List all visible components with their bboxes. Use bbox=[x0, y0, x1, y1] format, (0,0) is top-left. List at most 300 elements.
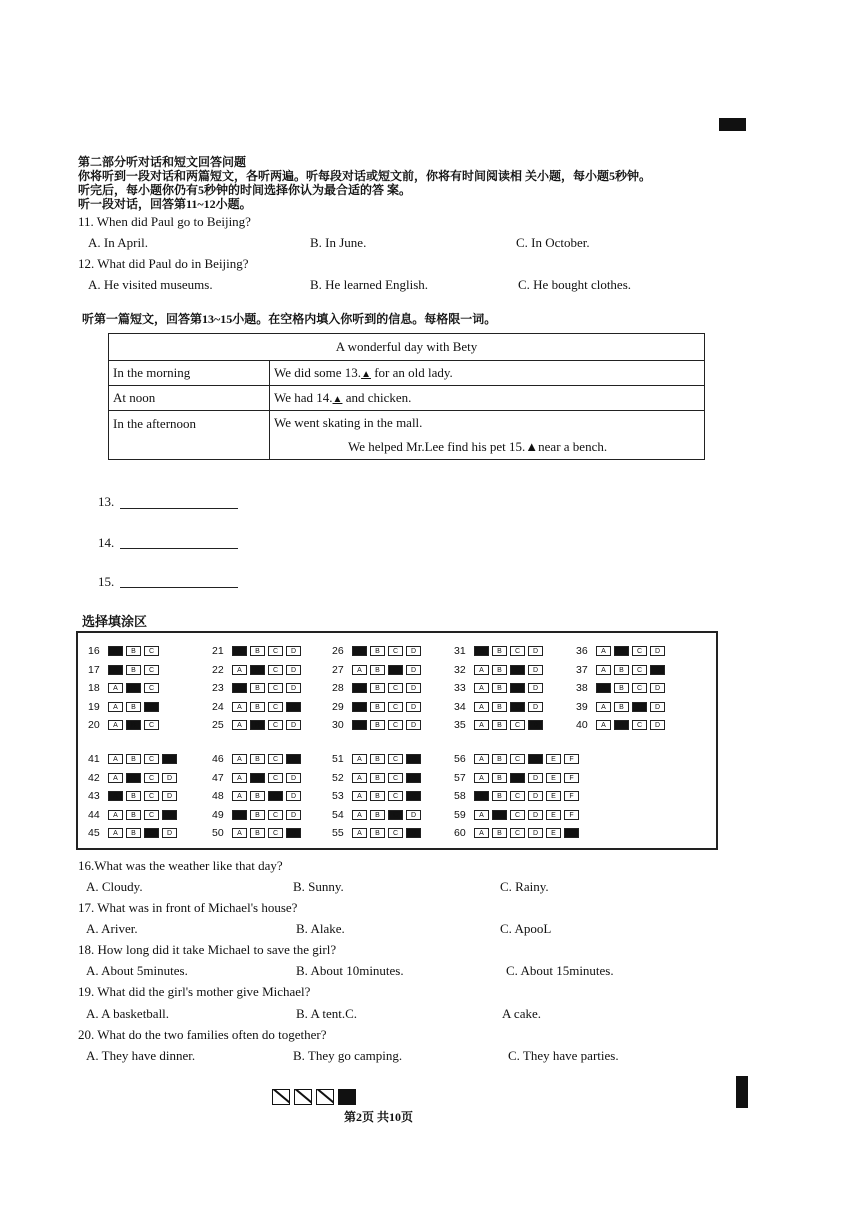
bubble-question-number: 24 bbox=[212, 700, 224, 713]
row1-blank-marker: ▲ bbox=[361, 369, 371, 380]
bubble-53-c[interactable]: C bbox=[388, 791, 403, 801]
row3-line1: We went skating in the mall. bbox=[274, 415, 423, 430]
bubble-42-a[interactable]: A bbox=[108, 773, 123, 783]
bubble-44-c[interactable]: C bbox=[144, 810, 159, 820]
bubble-question-number: 44 bbox=[88, 808, 100, 821]
bubble-question-number: 42 bbox=[88, 771, 100, 784]
table-title: A wonderful day with Bety bbox=[109, 334, 705, 361]
bubble-48-b[interactable]: B bbox=[250, 791, 265, 801]
q12-option-c: C. He bought clothes. bbox=[518, 277, 632, 292]
bubble-28-d[interactable]: D bbox=[406, 683, 421, 693]
instructions-line1: 你将听到一段对话和两篇短文，各听两遍。听每段对话或短文前，你将有时间阅读相 关小题，每小题5秒钟。 bbox=[78, 169, 652, 183]
q19-option-b: B. A tent.C. bbox=[296, 1006, 358, 1021]
bubble-37-b[interactable]: B bbox=[614, 665, 629, 675]
bubble-47-b[interactable]: B bbox=[250, 773, 265, 783]
bubble-row-56 bbox=[454, 753, 582, 765]
bubble-47-c[interactable]: C bbox=[268, 773, 283, 783]
question-18: 18. How long did it take Michael to save the girl? bbox=[78, 942, 337, 957]
bubble-31-b[interactable]: B bbox=[492, 646, 507, 656]
bubble-50-c[interactable]: C bbox=[268, 828, 283, 838]
bubble-33-d[interactable]: D bbox=[528, 683, 543, 693]
bubble-33-a[interactable]: A bbox=[474, 683, 489, 693]
bubble-question-number: 36 bbox=[576, 645, 588, 657]
bubble-38-a[interactable]: A bbox=[596, 683, 611, 693]
bubble-question-number: 31 bbox=[454, 645, 466, 657]
bubble-42-b[interactable]: B bbox=[126, 773, 141, 783]
bubble-30-a[interactable]: A bbox=[352, 720, 367, 730]
question-11: 11. When did Paul go to Beijing? bbox=[78, 214, 251, 229]
bubble-46-b[interactable]: B bbox=[250, 754, 265, 764]
table-cell-time: In the afternoon bbox=[109, 411, 270, 460]
bubble-57-e[interactable]: E bbox=[546, 773, 561, 783]
bubble-36-b[interactable]: B bbox=[614, 646, 629, 656]
bubble-21-d[interactable]: D bbox=[286, 646, 301, 656]
bubble-29-a[interactable]: A bbox=[352, 702, 367, 712]
bubble-row-29 bbox=[332, 701, 424, 713]
bubble-60-e[interactable]: E bbox=[546, 828, 561, 838]
bubble-59-e[interactable]: E bbox=[546, 810, 561, 820]
q16-option-b: B. Sunny. bbox=[293, 879, 344, 894]
bubble-32-d[interactable]: D bbox=[528, 665, 543, 675]
bubble-question-number: 55 bbox=[332, 827, 344, 839]
bubble-30-d[interactable]: D bbox=[406, 720, 421, 730]
bubble-row-51 bbox=[332, 753, 424, 765]
bubble-36-c[interactable]: C bbox=[632, 646, 647, 656]
bubble-question-number: 58 bbox=[454, 790, 466, 802]
bubble-24-d[interactable]: D bbox=[286, 702, 301, 712]
bubble-row-44 bbox=[88, 809, 180, 821]
bubble-60-d[interactable]: D bbox=[528, 828, 543, 838]
bubble-46-c[interactable]: C bbox=[268, 754, 283, 764]
q18-option-c: C. About 15minutes. bbox=[506, 963, 614, 978]
bubble-46-d[interactable]: D bbox=[286, 754, 301, 764]
bubble-row-34 bbox=[454, 701, 546, 713]
q19-option-a: A. A basketball. bbox=[86, 1006, 170, 1021]
bubble-48-d[interactable]: D bbox=[286, 791, 301, 801]
bubble-57-a[interactable]: A bbox=[474, 773, 489, 783]
section-heading: 第二部分听对话和短文回答问题 bbox=[78, 155, 247, 169]
bubble-29-c[interactable]: C bbox=[388, 702, 403, 712]
bubble-row-31 bbox=[454, 645, 546, 657]
bubble-30-b[interactable]: B bbox=[370, 720, 385, 730]
bubble-question-number: 49 bbox=[212, 808, 224, 821]
bubble-58-b[interactable]: B bbox=[492, 791, 507, 801]
q17-option-a: A. Ariver. bbox=[86, 921, 138, 936]
bubble-27-c[interactable]: C bbox=[388, 665, 403, 675]
bubble-55-d[interactable]: D bbox=[406, 828, 421, 838]
question-12: 12. What did Paul do in Beijing? bbox=[78, 256, 249, 271]
bubble-row-26 bbox=[332, 645, 424, 657]
bubble-40-d[interactable]: D bbox=[650, 720, 665, 730]
bubble-20-c[interactable]: C bbox=[144, 720, 159, 730]
bubble-27-b[interactable]: B bbox=[370, 665, 385, 675]
bubble-23-b[interactable]: B bbox=[250, 683, 265, 693]
bubble-34-c[interactable]: C bbox=[510, 702, 525, 712]
bubble-52-c[interactable]: C bbox=[388, 773, 403, 783]
bubble-34-b[interactable]: B bbox=[492, 702, 507, 712]
bubble-21-c[interactable]: C bbox=[268, 646, 283, 656]
bubble-question-number: 56 bbox=[454, 753, 466, 765]
bubble-47-a[interactable]: A bbox=[232, 773, 247, 783]
bubble-row-55 bbox=[332, 827, 424, 839]
bubble-38-c[interactable]: C bbox=[632, 683, 647, 693]
bubble-row-42 bbox=[88, 772, 180, 784]
bubble-59-d[interactable]: D bbox=[528, 810, 543, 820]
bubble-49-d[interactable]: D bbox=[286, 810, 301, 820]
bubble-38-b[interactable]: B bbox=[614, 683, 629, 693]
bubble-28-c[interactable]: C bbox=[388, 683, 403, 693]
q18-option-a: A. About 5minutes. bbox=[86, 963, 188, 978]
bubble-51-b[interactable]: B bbox=[370, 754, 385, 764]
bubble-50-b[interactable]: B bbox=[250, 828, 265, 838]
bubble-39-b[interactable]: B bbox=[614, 702, 629, 712]
bubble-19-c[interactable]: C bbox=[144, 702, 159, 712]
bubble-53-a[interactable]: A bbox=[352, 791, 367, 801]
blank-13-line[interactable] bbox=[120, 508, 238, 509]
bubble-16-c[interactable]: C bbox=[144, 646, 159, 656]
bubble-35-d[interactable]: D bbox=[528, 720, 543, 730]
bubble-51-a[interactable]: A bbox=[352, 754, 367, 764]
bubble-29-b[interactable]: B bbox=[370, 702, 385, 712]
bubble-row-19 bbox=[88, 701, 162, 713]
bubble-32-b[interactable]: B bbox=[492, 665, 507, 675]
bubble-row-20 bbox=[88, 719, 162, 731]
bubble-row-46 bbox=[212, 753, 304, 765]
bubble-32-a[interactable]: A bbox=[474, 665, 489, 675]
q17-option-b: B. Alake. bbox=[296, 921, 345, 936]
bubble-23-c[interactable]: C bbox=[268, 683, 283, 693]
bubble-40-a[interactable]: A bbox=[596, 720, 611, 730]
bubble-question-number: 50 bbox=[212, 827, 224, 839]
bubble-49-c[interactable]: C bbox=[268, 810, 283, 820]
bubble-question-number: 16 bbox=[88, 645, 100, 657]
bubble-45-b[interactable]: B bbox=[126, 828, 141, 838]
bubble-question-number: 34 bbox=[454, 700, 466, 713]
row1-text-post: for an old lady. bbox=[370, 365, 453, 380]
dialogue-intro: 听一段对话，回答第11~12小题。 bbox=[78, 197, 252, 211]
q11-option-c: C. In October. bbox=[516, 235, 590, 250]
bubble-24-a[interactable]: A bbox=[232, 702, 247, 712]
bubble-16-a[interactable]: A bbox=[108, 646, 123, 656]
corner-mark bbox=[719, 118, 746, 131]
bubble-60-b[interactable]: B bbox=[492, 828, 507, 838]
bubble-44-a[interactable]: A bbox=[108, 810, 123, 820]
bubble-row-17 bbox=[88, 664, 162, 676]
bubble-question-number: 59 bbox=[454, 808, 466, 821]
bubble-37-a[interactable]: A bbox=[596, 665, 611, 675]
q16-option-c: C. Rainy. bbox=[500, 879, 549, 894]
bubble-question-number: 40 bbox=[576, 719, 588, 731]
bubble-row-23 bbox=[212, 682, 304, 694]
table-cell-time: In the morning bbox=[109, 361, 270, 386]
bubble-44-b[interactable]: B bbox=[126, 810, 141, 820]
bubble-34-d[interactable]: D bbox=[528, 702, 543, 712]
bubble-question-number: 45 bbox=[88, 827, 100, 839]
side-mark bbox=[736, 1076, 748, 1108]
bubble-22-d[interactable]: D bbox=[286, 665, 301, 675]
bubble-row-36 bbox=[576, 645, 668, 657]
bubble-55-a[interactable]: A bbox=[352, 828, 367, 838]
row1-text-pre: We did some 13. bbox=[274, 365, 362, 380]
bubble-row-57 bbox=[454, 772, 582, 784]
bubble-57-f[interactable]: F bbox=[564, 773, 579, 783]
bubble-row-37 bbox=[576, 664, 668, 676]
bubble-55-b[interactable]: B bbox=[370, 828, 385, 838]
bubble-45-a[interactable]: A bbox=[108, 828, 123, 838]
bubble-question-number: 32 bbox=[454, 663, 466, 676]
bubble-23-a[interactable]: A bbox=[232, 683, 247, 693]
bubble-question-number: 19 bbox=[88, 700, 100, 713]
bubble-38-d[interactable]: D bbox=[650, 683, 665, 693]
q20-option-b: B. They go camping. bbox=[293, 1048, 403, 1063]
bubble-58-c[interactable]: C bbox=[510, 791, 525, 801]
crossed-box-icon bbox=[316, 1089, 334, 1105]
bubble-51-c[interactable]: C bbox=[388, 754, 403, 764]
blank-14-line[interactable] bbox=[120, 548, 238, 549]
bubble-39-a[interactable]: A bbox=[596, 702, 611, 712]
bubble-29-d[interactable]: D bbox=[406, 702, 421, 712]
bubble-59-f[interactable]: F bbox=[564, 810, 579, 820]
row2-text-post: and chicken. bbox=[342, 390, 412, 405]
bubble-52-d[interactable]: D bbox=[406, 773, 421, 783]
bubble-54-b[interactable]: B bbox=[370, 810, 385, 820]
crossed-box-icon bbox=[272, 1089, 290, 1105]
bubble-row-40 bbox=[576, 719, 668, 731]
bubble-row-25 bbox=[212, 719, 304, 731]
bubble-58-d[interactable]: D bbox=[528, 791, 543, 801]
bubble-33-b[interactable]: B bbox=[492, 683, 507, 693]
bubble-row-16 bbox=[88, 645, 162, 657]
bubble-31-a[interactable]: A bbox=[474, 646, 489, 656]
bubble-question-number: 26 bbox=[332, 645, 344, 657]
bubble-44-d[interactable]: D bbox=[162, 810, 177, 820]
bubble-31-d[interactable]: D bbox=[528, 646, 543, 656]
bubble-17-a[interactable]: A bbox=[108, 665, 123, 675]
bubble-question-number: 60 bbox=[454, 827, 466, 839]
bubble-42-d[interactable]: D bbox=[162, 773, 177, 783]
bubble-16-b[interactable]: B bbox=[126, 646, 141, 656]
bubble-56-b[interactable]: B bbox=[492, 754, 507, 764]
bubble-54-a[interactable]: A bbox=[352, 810, 367, 820]
bubble-row-32 bbox=[454, 664, 546, 676]
table-cell-text bbox=[270, 361, 705, 386]
table-cell-text bbox=[270, 386, 705, 411]
bubble-49-b[interactable]: B bbox=[250, 810, 265, 820]
bubble-20-b[interactable]: B bbox=[126, 720, 141, 730]
table-cell-time: At noon bbox=[109, 386, 270, 411]
bubble-33-c[interactable]: C bbox=[510, 683, 525, 693]
bubble-27-a[interactable]: A bbox=[352, 665, 367, 675]
bubble-26-d[interactable]: D bbox=[406, 646, 421, 656]
bubble-27-d[interactable]: D bbox=[406, 665, 421, 675]
bubble-49-a[interactable]: A bbox=[232, 810, 247, 820]
bubble-41-a[interactable]: A bbox=[108, 754, 123, 764]
bubble-35-b[interactable]: B bbox=[492, 720, 507, 730]
bubble-60-c[interactable]: C bbox=[510, 828, 525, 838]
bubble-row-41 bbox=[88, 753, 180, 765]
bubble-31-c[interactable]: C bbox=[510, 646, 525, 656]
bubble-17-c[interactable]: C bbox=[144, 665, 159, 675]
row2-text-pre: We had 14. bbox=[274, 390, 333, 405]
bubble-21-b[interactable]: B bbox=[250, 646, 265, 656]
bubble-57-d[interactable]: D bbox=[528, 773, 543, 783]
crossed-box-icon bbox=[294, 1089, 312, 1105]
bubble-40-c[interactable]: C bbox=[632, 720, 647, 730]
bubble-question-number: 28 bbox=[332, 682, 344, 694]
bubble-35-c[interactable]: C bbox=[510, 720, 525, 730]
bubble-54-c[interactable]: C bbox=[388, 810, 403, 820]
bubble-48-a[interactable]: A bbox=[232, 791, 247, 801]
bubble-57-c[interactable]: C bbox=[510, 773, 525, 783]
bubble-question-number: 33 bbox=[454, 682, 466, 694]
bubble-23-d[interactable]: D bbox=[286, 683, 301, 693]
bubble-54-d[interactable]: D bbox=[406, 810, 421, 820]
bubble-22-a[interactable]: A bbox=[232, 665, 247, 675]
passage1-intro: 听第一篇短文，回答第13~15小题。在空格内填入你听到的信息。每格限一词。 bbox=[82, 312, 497, 326]
bubble-56-c[interactable]: C bbox=[510, 754, 525, 764]
bubble-53-b[interactable]: B bbox=[370, 791, 385, 801]
bubble-18-b[interactable]: B bbox=[126, 683, 141, 693]
bubble-25-c[interactable]: C bbox=[268, 720, 283, 730]
bubble-46-a[interactable]: A bbox=[232, 754, 247, 764]
bubble-question-number: 17 bbox=[88, 663, 100, 676]
bubble-56-f[interactable]: F bbox=[564, 754, 579, 764]
bubble-50-a[interactable]: A bbox=[232, 828, 247, 838]
bubble-row-49 bbox=[212, 809, 304, 821]
bubble-25-d[interactable]: D bbox=[286, 720, 301, 730]
bubble-question-number: 39 bbox=[576, 700, 588, 713]
bubble-58-f[interactable]: F bbox=[564, 791, 579, 801]
bubble-row-52 bbox=[332, 772, 424, 784]
bubble-35-a[interactable]: A bbox=[474, 720, 489, 730]
bubble-question-number: 53 bbox=[332, 790, 344, 802]
bubble-37-d[interactable]: D bbox=[650, 665, 665, 675]
bubble-22-b[interactable]: B bbox=[250, 665, 265, 675]
bubble-60-a[interactable]: A bbox=[474, 828, 489, 838]
bubble-53-d[interactable]: D bbox=[406, 791, 421, 801]
bubble-row-43 bbox=[88, 790, 180, 802]
bubble-20-a[interactable]: A bbox=[108, 720, 123, 730]
bubble-row-47 bbox=[212, 772, 304, 784]
bubble-43-b[interactable]: B bbox=[126, 791, 141, 801]
bubble-question-number: 48 bbox=[212, 790, 224, 802]
blank-14-label: 14. bbox=[98, 535, 115, 550]
bubble-59-b[interactable]: B bbox=[492, 810, 507, 820]
bubble-19-a[interactable]: A bbox=[108, 702, 123, 712]
q16-option-a: A. Cloudy. bbox=[86, 879, 143, 894]
bubble-30-c[interactable]: C bbox=[388, 720, 403, 730]
bubble-question-number: 47 bbox=[212, 771, 224, 784]
bubble-39-c[interactable]: C bbox=[632, 702, 647, 712]
bubble-57-b[interactable]: B bbox=[492, 773, 507, 783]
bubble-59-c[interactable]: C bbox=[510, 810, 525, 820]
bubble-56-a[interactable]: A bbox=[474, 754, 489, 764]
bubble-50-d[interactable]: D bbox=[286, 828, 301, 838]
bubble-40-b[interactable]: B bbox=[614, 720, 629, 730]
bubble-43-a[interactable]: A bbox=[108, 791, 123, 801]
bubble-58-e[interactable]: E bbox=[546, 791, 561, 801]
bubble-question-number: 23 bbox=[212, 682, 224, 694]
bubble-row-21 bbox=[212, 645, 304, 657]
bubble-17-b[interactable]: B bbox=[126, 665, 141, 675]
bubble-41-b[interactable]: B bbox=[126, 754, 141, 764]
bubble-36-d[interactable]: D bbox=[650, 646, 665, 656]
bubble-56-d[interactable]: D bbox=[528, 754, 543, 764]
bubble-22-c[interactable]: C bbox=[268, 665, 283, 675]
bubble-45-c[interactable]: C bbox=[144, 828, 159, 838]
info-table bbox=[108, 333, 705, 460]
q17-option-c: C. ApooL bbox=[500, 921, 552, 936]
bubble-59-a[interactable]: A bbox=[474, 810, 489, 820]
bubble-26-c[interactable]: C bbox=[388, 646, 403, 656]
bubble-32-c[interactable]: C bbox=[510, 665, 525, 675]
bubble-37-c[interactable]: C bbox=[632, 665, 647, 675]
bubble-55-c[interactable]: C bbox=[388, 828, 403, 838]
bubble-51-d[interactable]: D bbox=[406, 754, 421, 764]
bubble-28-b[interactable]: B bbox=[370, 683, 385, 693]
bubble-24-c[interactable]: C bbox=[268, 702, 283, 712]
bubble-28-a[interactable]: A bbox=[352, 683, 367, 693]
bubble-43-c[interactable]: C bbox=[144, 791, 159, 801]
bubble-row-27 bbox=[332, 664, 424, 676]
bubble-41-d[interactable]: D bbox=[162, 754, 177, 764]
bubble-52-a[interactable]: A bbox=[352, 773, 367, 783]
bubble-25-a[interactable]: A bbox=[232, 720, 247, 730]
bubble-question-number: 37 bbox=[576, 663, 588, 676]
bubble-21-a[interactable]: A bbox=[232, 646, 247, 656]
question-17: 17. What was in front of Michael's house? bbox=[78, 900, 298, 915]
blank-15-label: 15. bbox=[98, 574, 115, 589]
bubble-18-c[interactable]: C bbox=[144, 683, 159, 693]
bubble-row-30 bbox=[332, 719, 424, 731]
bubble-56-e[interactable]: E bbox=[546, 754, 561, 764]
bubble-18-a[interactable]: A bbox=[108, 683, 123, 693]
bubble-row-39 bbox=[576, 701, 668, 713]
question-19: 19. What did the girl's mother give Michael? bbox=[78, 984, 311, 999]
question-16: 16.What was the weather like that day? bbox=[78, 858, 283, 873]
bubble-19-b[interactable]: B bbox=[126, 702, 141, 712]
bubble-58-a[interactable]: A bbox=[474, 791, 489, 801]
bubble-26-b[interactable]: B bbox=[370, 646, 385, 656]
bubble-question-number: 51 bbox=[332, 753, 344, 765]
bubble-question-number: 43 bbox=[88, 790, 100, 802]
blank-13-label: 13. bbox=[98, 494, 115, 509]
bubble-question-number: 52 bbox=[332, 771, 344, 784]
bubble-row-59 bbox=[454, 809, 582, 821]
bubble-43-d[interactable]: D bbox=[162, 791, 177, 801]
bubble-36-a[interactable]: A bbox=[596, 646, 611, 656]
bubble-41-c[interactable]: C bbox=[144, 754, 159, 764]
bubble-39-d[interactable]: D bbox=[650, 702, 665, 712]
bubble-34-a[interactable]: A bbox=[474, 702, 489, 712]
bubble-24-b[interactable]: B bbox=[250, 702, 265, 712]
bubble-question-number: 18 bbox=[88, 682, 100, 694]
bubble-45-d[interactable]: D bbox=[162, 828, 177, 838]
blank-15-line[interactable] bbox=[120, 587, 238, 588]
bubble-row-60 bbox=[454, 827, 582, 839]
fill-area-title: 选择填涂区 bbox=[82, 614, 148, 629]
bubble-question-number: 21 bbox=[212, 645, 224, 657]
bubble-47-d[interactable]: D bbox=[286, 773, 301, 783]
q12-option-b: B. He learned English. bbox=[310, 277, 429, 292]
bubble-60-f[interactable]: F bbox=[564, 828, 579, 838]
bubble-26-a[interactable]: A bbox=[352, 646, 367, 656]
bubble-52-b[interactable]: B bbox=[370, 773, 385, 783]
page-code-boxes bbox=[272, 1089, 356, 1105]
bubble-42-c[interactable]: C bbox=[144, 773, 159, 783]
bubble-48-c[interactable]: C bbox=[268, 791, 283, 801]
bubble-25-b[interactable]: B bbox=[250, 720, 265, 730]
